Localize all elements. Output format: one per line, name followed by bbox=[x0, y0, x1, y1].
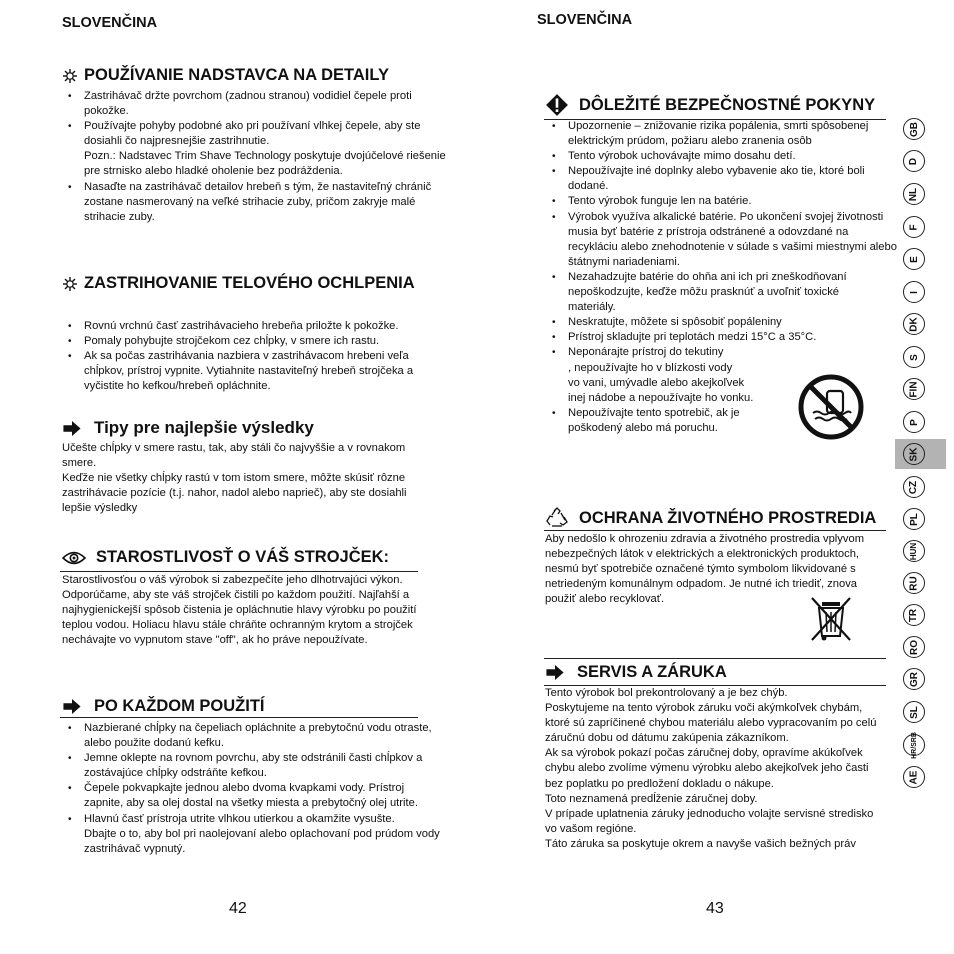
list-item: • Zastrihávač držte povrchom (zadnou stranou) vodidiel čepele proti pokožke. bbox=[84, 89, 446, 119]
divider bbox=[544, 530, 886, 531]
arrow-right-icon bbox=[62, 699, 82, 714]
recycle-icon bbox=[545, 507, 569, 529]
language-tab-pl[interactable]: PL bbox=[903, 508, 925, 530]
section-title-safety bbox=[545, 93, 875, 117]
language-tab-p[interactable]: P bbox=[903, 411, 925, 433]
page-number: 43 bbox=[706, 900, 724, 917]
language-tab-e[interactable]: E bbox=[903, 248, 925, 270]
list-item: • Ak sa počas zastrihávania nazbiera v zastrihávacom hrebeni veľa chĺpkov, prístroj vypnite. Vytiahnite nastaviteľný hrebeň strojčeka a vyčistite ho kefkou/hrebeň opláchnite. bbox=[84, 349, 446, 394]
list-item: • Nepoužívajte tento spotrebič, ak je poškodený alebo má poruchu. bbox=[568, 406, 778, 436]
list-item: • Upozornenie – znižovanie rizika popálenia, smrti spôsobenej elektrickým prúdom, požiaru alebo zranenia osôb bbox=[568, 119, 873, 149]
list-item: • Nezahadzujte batérie do ohňa ani ich pri zneškodňovaní nepoškodzujte, keďže môžu prasknúť a uvoľniť toxické materiály. bbox=[568, 270, 878, 315]
section-title-tips bbox=[62, 418, 314, 438]
language-tab-ae[interactable]: AE bbox=[903, 766, 925, 788]
language-tab-ru[interactable]: RU bbox=[903, 572, 925, 594]
language-tab-nl[interactable]: NL bbox=[903, 183, 925, 205]
list-item: • Hlavnú časť prístroja utrite vlhkou utierkou a okamžite vysušte. Dbajte o to, aby bol pri naolejovaní alebo oplachovaní pod prúdom vody zastrihávač vypnutý. bbox=[84, 812, 446, 857]
list-item: • Neponárajte prístroj do tekutiny , nepoužívajte ho v blízkosti vody vo vani, umývadle alebo akejkoľvek inej nádobe a nepoužívajte ho vonku. bbox=[568, 345, 788, 405]
list-item: • Tento výrobok uchovávajte mimo dosahu detí. bbox=[568, 149, 900, 164]
language-tab-sk[interactable]: SK bbox=[903, 443, 925, 465]
section-title-text: STAROSTLIVOSŤ O VÁŠ STROJČEK: bbox=[96, 548, 390, 566]
section-title-text: DÔLEŽITÉ BEZPEČNOSTNÉ POKYNY bbox=[579, 95, 876, 114]
eye-icon bbox=[62, 550, 86, 566]
sparkle-icon bbox=[62, 68, 78, 84]
list-item: • Tento výrobok funguje len na batérie. bbox=[568, 194, 900, 209]
arrow-right-icon bbox=[62, 421, 82, 436]
list-item: • Jemne oklepte na rovnom povrchu, aby ste odstránili časti chĺpkov a zostávajúce chĺpky odstráňte kefkou. bbox=[84, 751, 446, 781]
environment-text: Aby nedošlo k ohrozeniu zdravia a životného prostredia vplyvom nebezpečných látok v elektrických a elektronických produktoch, nesmú byť spotrebiče označené týmto symbolom likvidované s netriedeným komunálnym odpadom. Je nutné ich triediť, znova použiť alebo recyklovať. bbox=[545, 533, 865, 606]
language-tab-sl[interactable]: SL bbox=[903, 701, 925, 723]
warranty-text: Tento výrobok bol prekontrolovaný a je bez chýb. Poskytujeme na tento výrobok záruku voči akýmkoľvek chybám, ktoré sú zapríčinené chybou materiálu alebo vypracovaním po celú záručnú dobu od dátumu zakúpenia zákazníkom. Ak sa výrobok pokazí počas záručnej doby, opravíme akúkoľvek chybu alebo zvolíme výmenu výrobku alebo akejkoľvek jeho časti bez poplatku po predložení dokladu o nákupe. Toto neznamená predĺženie záručnej doby. V prípade uplatnenia záruky jednoducho volajte servisné stredisko vo vašom regióne. Táto záruka sa poskytuje okrem a navyše vašich bežných práv bbox=[545, 687, 877, 850]
list-item: • Čepele pokvapkajte jednou alebo dvoma kvapkami vody. Prístroj zapnite, aby sa olej dostal na všetky miesta a prebytočný olej utrite. bbox=[84, 781, 446, 811]
language-tab-f[interactable]: F bbox=[903, 216, 925, 238]
language-header: SLOVENČINA bbox=[537, 12, 633, 28]
language-tab-fin[interactable]: FIN bbox=[903, 378, 925, 400]
section-title-text: POUŽÍVANIE NADSTAVCA NA DETAILY bbox=[84, 66, 389, 84]
divider bbox=[544, 658, 886, 659]
care-text: Starostlivosťou o váš výrobok si zabezpečíte jeho dlhotrvajúci výkon. Odporúčame, aby ste váš strojček čistili po každom použití. Najľahší a najhygienickejší spôsob čistenia je opláchnutie hlavy výrobku po použití teplou vodou. Holiacu hlavu stále chráňte ochranným krytom a strojček nechávajte vo vypnutom stave "off", ak ho práve nepoužívate. bbox=[62, 574, 417, 647]
divider bbox=[60, 571, 418, 572]
language-tab-ro[interactable]: RO bbox=[903, 636, 925, 658]
list-item: • Prístroj skladujte pri teplotách medzi 15°C a 35°C. bbox=[568, 330, 900, 345]
language-tab-i[interactable]: I bbox=[903, 281, 925, 303]
list-item: • Neskratujte, môžete si spôsobiť popáleniny bbox=[568, 315, 900, 330]
section-title-text: PO KAŽDOM POUŽITÍ bbox=[94, 697, 265, 715]
list-item: • Nasaďte na zastrihávač detailov hrebeň s tým, že nastaviteľný chránič zostane nasmerovaný na veľké strihacie zuby, pričom zakryje malé strihacie zuby. bbox=[84, 180, 446, 225]
language-tab-dk[interactable]: DK bbox=[903, 313, 925, 335]
detail-attachment-list bbox=[60, 89, 446, 225]
after-use-list bbox=[60, 721, 446, 857]
language-tab-s[interactable]: S bbox=[903, 346, 925, 368]
list-item: • Rovnú vrchnú časť zastrihávacieho hrebeňa priložte k pokožke. bbox=[84, 319, 446, 334]
language-tab-d[interactable]: D bbox=[903, 150, 925, 172]
warning-icon bbox=[545, 93, 569, 117]
language-tab-hr-srb[interactable]: HR/SRB bbox=[903, 734, 925, 756]
language-tab-gb[interactable]: GB bbox=[903, 118, 925, 140]
page-number: 42 bbox=[229, 900, 247, 917]
language-tab-hun[interactable]: HUN bbox=[903, 540, 925, 562]
section-title-warranty bbox=[545, 663, 727, 682]
list-item: • Nepoužívajte iné doplnky alebo vybavenie ako tie, ktoré boli dodané. bbox=[568, 164, 883, 194]
section-title-care bbox=[62, 548, 389, 567]
section-title-text: ZASTRIHOVANIE TELOVÉHO OCHLPENIA bbox=[84, 274, 415, 292]
section-title-text: Tipy pre najlepšie výsledky bbox=[94, 418, 314, 437]
tips-text: Učešte chĺpky v smere rastu, tak, aby stáli čo najvyššie a v rovnakom smere. Keďže nie všetky chĺpky rastú v tom istom smere, môžte skúsiť rôzne zastrihávacie pozície (t.j. nahor, nadol alebo naprieč), aby ste dosiahli lepšie výsledky bbox=[62, 442, 407, 515]
list-item: • Nazbierané chĺpky na čepeliach opláchnite a prebytočnú vodu otraste, alebo použite dodanú kefku. bbox=[84, 721, 446, 751]
language-tab-cz[interactable]: CZ bbox=[903, 476, 925, 498]
weee-crossed-bin-icon bbox=[808, 596, 854, 644]
list-item: • Pomaly pohybujte strojčekom cez chĺpky, v smere ich rastu. bbox=[84, 334, 446, 349]
body-hair-list bbox=[60, 319, 446, 394]
language-tab-tr[interactable]: TR bbox=[903, 604, 925, 626]
list-item: • Používajte pohyby podobné ako pri používaní vlhkej čepele, aby ste dosiahli čo najpresnejšie zastrihnutie. Pozn.: Nadstavec Trim Shave Technology poskytuje dvojúčelové riešenie pre strnisko alebo hladké oholenie bez podráždenia. bbox=[84, 119, 446, 179]
no-water-immersion-icon bbox=[797, 373, 865, 441]
section-title-body-hair bbox=[62, 274, 415, 293]
section-title-after-use bbox=[62, 697, 265, 716]
list-item: • Výrobok využíva alkalické batérie. Po ukončení svojej životnosti musia byť batérie z prístroja odstránené a odovzdané na recykláciu alebo znehodnotenie v súlade s vašimi miestnymi alebo štátnymi nariadeniami. bbox=[568, 210, 900, 270]
sparkle-icon bbox=[62, 276, 78, 292]
section-title-text: SERVIS A ZÁRUKA bbox=[577, 663, 727, 681]
language-tab-gr[interactable]: GR bbox=[903, 668, 925, 690]
section-title-environment bbox=[545, 507, 876, 529]
arrow-right-icon bbox=[545, 665, 565, 680]
section-title-text: OCHRANA ŽIVOTNÉHO PROSTREDIA bbox=[579, 508, 877, 527]
divider bbox=[60, 717, 418, 718]
language-header: SLOVENČINA bbox=[62, 15, 158, 31]
section-title-detail-attachment bbox=[62, 66, 389, 85]
